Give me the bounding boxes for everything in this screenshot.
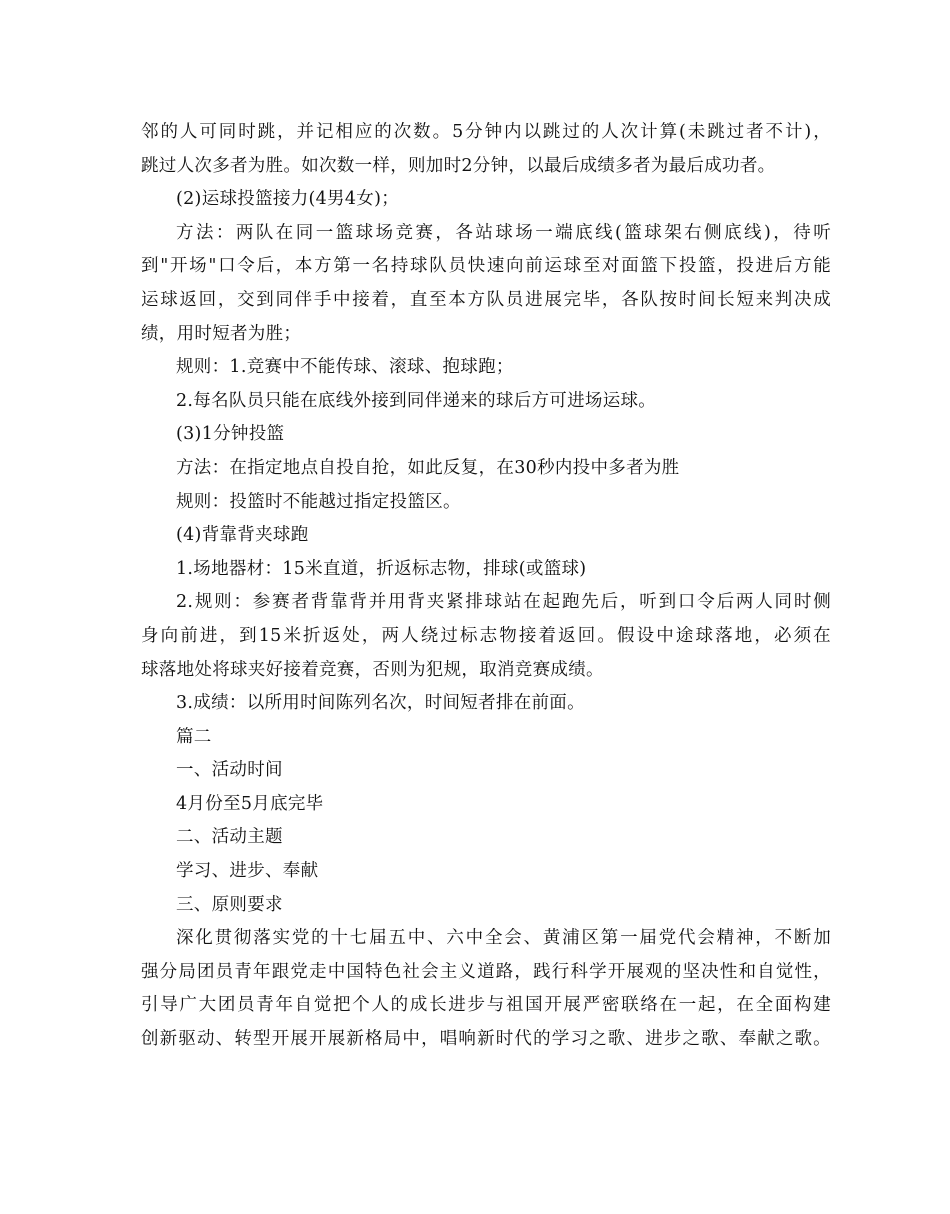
text-line: 2.每名队员只能在底线外接到同伴递来的球后方可进场运球。	[176, 390, 657, 411]
text-line: 规则：投篮时不能越过指定投篮区。	[176, 491, 461, 512]
text-line: 3.成绩：以所用时间陈列名次，时间短者排在前面。	[176, 693, 585, 714]
text-line: 一、活动时间	[176, 760, 283, 781]
text-line: 规则：1.竞赛中不能传球、滚球、抱球跑；	[176, 357, 514, 378]
text-line: 跳过人次多者为胜。如次数一样，则加时2分钟，以最后成绩多者为最后成功者。	[141, 155, 776, 176]
text-line: 引导广大团员青年自觉把个人的成长进步与祖国开展严密联络在一起，在全面构建	[141, 995, 831, 1016]
document-body	[141, 116, 831, 1057]
text-line: 二、活动主题	[176, 827, 283, 848]
text-line: (2)运球投篮接力(4男4女)；	[176, 189, 400, 210]
text-line: 深化贯彻落实党的十七届五中、六中全会、黄浦区第一届党代会精神，不断加	[176, 928, 831, 949]
text-line: 1.场地器材：15米直道，折返标志物，排球(或篮球)	[176, 558, 587, 579]
text-line: 方法：在指定地点自投自抢，如此反复，在30秒内投中多者为胜	[176, 457, 680, 478]
text-line: 方法：两队在同一篮球场竞赛，各站球场一端底线(篮球架右侧底线)，待听	[176, 222, 831, 243]
text-line: (3)1分钟投篮	[176, 424, 285, 445]
text-line: 强分局团员青年跟党走中国特色社会主义道路，践行科学开展观的坚决性和自觉性，	[141, 961, 831, 982]
text-line: 到"开场"口令后，本方第一名持球队员快速向前运球至对面篮下投篮，投进后方能	[141, 256, 831, 277]
text-line: 学习、进步、奉献	[176, 861, 319, 882]
text-line: 2.规则：参赛者背靠背并用背夹紧排球站在起跑先后，听到口令后两人同时侧	[176, 592, 831, 613]
text-line: 篇二	[176, 726, 212, 747]
text-line: 4月份至5月底完毕	[176, 793, 324, 814]
text-line: 身向前进，到15米折返处，两人绕过标志物接着返回。假设中途球落地，必须在	[141, 625, 831, 646]
text-line: 三、原则要求	[176, 894, 283, 915]
text-line: (4)背靠背夹球跑	[176, 525, 309, 546]
text-line: 绩，用时短者为胜；	[141, 323, 302, 344]
text-line: 创新驱动、转型开展开展新格局中，唱响新时代的学习之歌、进步之歌、奉献之歌。	[141, 1029, 831, 1050]
text-line: 邻的人可同时跳，并记相应的次数。5分钟内以跳过的人次计算(未跳过者不计)，	[141, 122, 831, 142]
text-line: 球落地处将球夹好接着竞赛，否则为犯规，取消竞赛成绩。	[141, 659, 604, 680]
text-line: 运球返回，交到同伴手中接着，直至本方队员进展完毕，各队按时间长短来判决成	[141, 289, 831, 310]
